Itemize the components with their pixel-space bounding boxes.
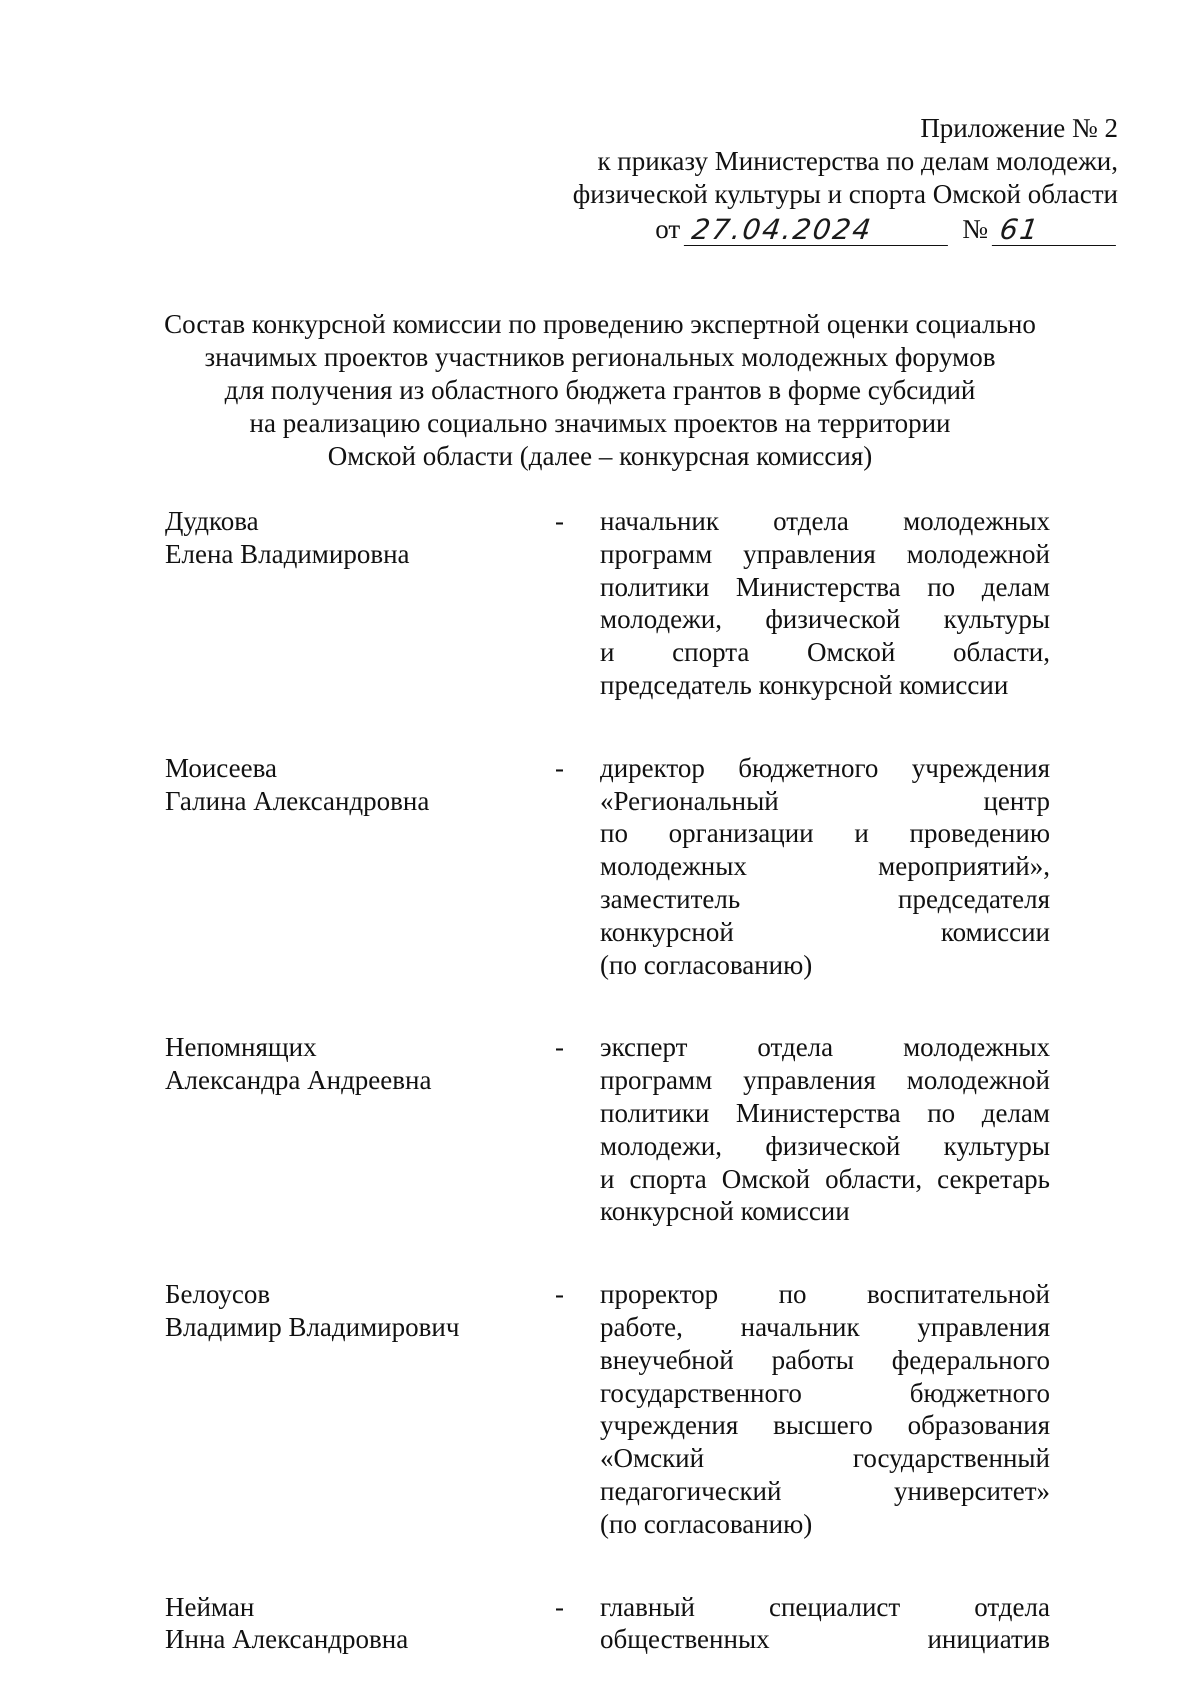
title-line: Омской области (далее – конкурсная комиссия) — [327, 441, 873, 471]
role-line: проректор по воспитательной — [600, 1279, 1050, 1310]
member-given-names: Александра Андреевна — [165, 1065, 432, 1096]
role-line: конкурсной комиссии — [600, 1196, 850, 1227]
role-line: программ управления молодежной — [600, 538, 1050, 569]
role-line: эксперт отдела молодежных — [600, 1032, 1050, 1063]
member-name — [165, 1278, 555, 1540]
member-role — [600, 1591, 1050, 1657]
role-line: по организации и проведению — [600, 818, 1050, 849]
handwritten-date: 27.04.2024 — [684, 215, 952, 246]
role-line: председатель конкурсной комиссии — [600, 669, 1009, 700]
role-line: заместитель председателя — [600, 883, 1050, 914]
member-given-names: Владимир Владимирович — [165, 1311, 460, 1342]
role-line: директор бюджетного учреждения — [600, 752, 1050, 783]
member-name — [165, 752, 555, 982]
member-surname: Непомнящих — [165, 1032, 317, 1063]
role-line: молодежных мероприятий», — [600, 851, 1050, 882]
member-role — [600, 752, 1050, 982]
role-line: (по согласованию) — [600, 1508, 813, 1539]
appendix-header — [478, 112, 1118, 246]
title-line: Состав конкурсной комиссии по проведению экспертной оценки социально — [164, 309, 1036, 339]
member-name — [165, 1031, 555, 1228]
member-given-names: Галина Александровна — [165, 785, 430, 816]
role-line: «Региональный центр — [600, 785, 1050, 816]
member-name — [165, 1591, 555, 1657]
role-line: учреждения высшего образования — [600, 1410, 1050, 1441]
role-line: и спорта Омской области, — [600, 637, 1050, 668]
handwritten-number: 61 — [992, 215, 1120, 246]
role-line: работе, начальник управления — [600, 1311, 1050, 1342]
member-dash: - — [555, 1591, 564, 1622]
member-role — [600, 505, 1050, 702]
date-prefix: от — [655, 214, 681, 244]
title-line: значимых проектов участников региональных молодежных форумов — [204, 342, 996, 372]
member-surname: Дудкова — [165, 506, 259, 536]
member-given-names: Елена Владимировна — [165, 538, 410, 569]
role-line: конкурсной комиссии — [600, 916, 1050, 947]
member-role — [600, 1031, 1050, 1228]
role-line: молодежи, физической культуры — [600, 604, 1050, 635]
appendix-order-line: к приказу Министерства по делам молодежи, — [597, 146, 1118, 176]
member-surname: Моисеева — [165, 752, 277, 783]
role-line: начальник отдела молодежных — [600, 506, 1050, 536]
role-line: программ управления молодежной — [600, 1065, 1050, 1096]
role-line: «Омский государственный — [600, 1443, 1050, 1474]
member-dash: - — [555, 1032, 564, 1063]
member-dash: - — [555, 1279, 564, 1310]
member-surname: Нейман — [165, 1591, 255, 1622]
member-dash: - — [555, 506, 564, 536]
member-entry — [165, 1031, 1060, 1228]
role-line: общественных инициатив — [600, 1624, 1050, 1655]
member-dash: - — [555, 752, 564, 783]
appendix-date-line — [478, 213, 1118, 246]
title-line: на реализацию социально значимых проектов на территории — [249, 408, 951, 438]
member-entry — [165, 505, 1060, 702]
member-role — [600, 1278, 1050, 1540]
member-entry — [165, 1278, 1060, 1540]
appendix-title: Приложение № 2 — [920, 113, 1118, 143]
role-line: государственного бюджетного — [600, 1377, 1050, 1408]
commission-members-list — [165, 505, 1060, 1656]
member-entry — [165, 752, 1060, 982]
role-line: внеучебной работы федерального — [600, 1344, 1050, 1375]
document-title — [150, 308, 1050, 473]
role-line: главный специалист отдела — [600, 1591, 1050, 1622]
role-line: и спорта Омской области, секретарь — [600, 1163, 1050, 1194]
number-label: № — [962, 214, 988, 244]
member-entry — [165, 1591, 1060, 1657]
member-name — [165, 505, 555, 702]
role-line: молодежи, физической культуры — [600, 1130, 1050, 1161]
member-given-names: Инна Александровна — [165, 1624, 409, 1655]
role-line: политики Министерства по делам — [600, 571, 1050, 602]
role-line: педагогический университет» — [600, 1475, 1050, 1506]
title-line: для получения из областного бюджета грантов в форме субсидий — [224, 375, 976, 405]
role-line: (по согласованию) — [600, 949, 813, 980]
role-line: политики Министерства по делам — [600, 1097, 1050, 1128]
appendix-ministry-line: физической культуры и спорта Омской области — [572, 179, 1118, 209]
member-surname: Белоусов — [165, 1279, 271, 1310]
